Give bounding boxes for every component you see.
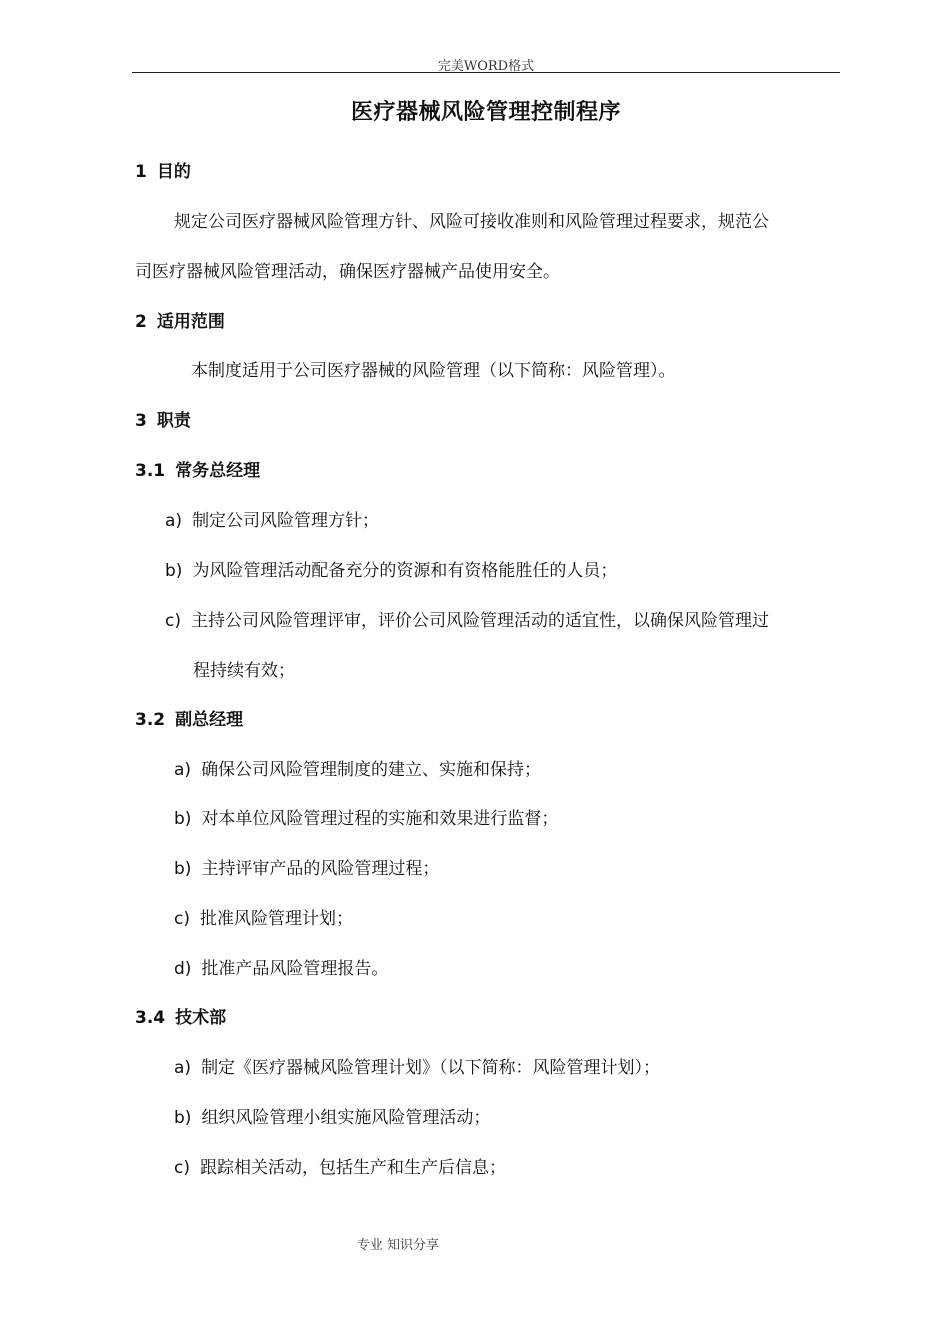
list-item	[174, 1153, 506, 1178]
section-2-heading	[135, 307, 225, 332]
list-item	[174, 904, 353, 929]
section-number: 3.1	[135, 461, 166, 481]
header-rule	[132, 72, 840, 73]
section-3-heading	[135, 406, 191, 431]
list-item-continuation: 程持续有效；	[193, 661, 295, 681]
list-text: 对本单位风险管理过程的实施和效果进行监督；	[201, 809, 559, 829]
list-marker: c)	[165, 611, 181, 631]
list-text: 跟踪相关活动，包括生产和生产后信息；	[199, 1158, 506, 1178]
list-marker: b)	[165, 561, 183, 581]
paragraph: 本制度适用于公司医疗器械的风险管理（以下简称：风险管理）。	[191, 361, 676, 381]
paragraph: 规定公司医疗器械风险管理方针、风险可接收准则和风险管理过程要求，规范公	[174, 212, 769, 232]
list-text: 组织风险管理小组实施风险管理活动；	[201, 1108, 491, 1128]
document-title: 医疗器械风险管理控制程序	[350, 100, 621, 125]
list-item	[174, 755, 541, 780]
list-marker: a)	[165, 511, 183, 531]
list-item	[174, 1103, 490, 1128]
list-marker: a)	[174, 760, 192, 780]
list-item	[174, 1053, 660, 1078]
section-title: 副总经理	[175, 710, 244, 730]
list-marker: b)	[174, 1108, 192, 1128]
list-text: 批准风险管理计划；	[199, 909, 353, 929]
header-text: 完美WORD格式	[437, 59, 535, 74]
list-item	[174, 854, 439, 879]
section-title: 技术部	[175, 1008, 227, 1028]
list-text: 批准产品风险管理报告。	[201, 959, 389, 979]
list-item	[165, 606, 769, 631]
section-title: 职责	[156, 411, 191, 431]
section-number: 1	[135, 162, 147, 182]
subsection-3-4-heading	[135, 1003, 226, 1028]
section-number: 2	[135, 312, 147, 332]
list-item	[174, 954, 388, 979]
list-item	[174, 804, 558, 829]
list-marker: c)	[174, 1158, 190, 1178]
list-item	[165, 556, 617, 581]
list-text: 主持评审产品的风险管理过程；	[201, 859, 440, 879]
list-text: 制定公司风险管理方针；	[192, 511, 380, 531]
section-title: 适用范围	[156, 312, 225, 332]
subsection-3-2-heading	[135, 705, 243, 730]
list-marker: b)	[174, 809, 192, 829]
section-title: 常务总经理	[175, 461, 261, 481]
section-title: 目的	[156, 162, 191, 182]
section-1-heading	[135, 157, 191, 182]
section-number: 3	[135, 411, 147, 431]
list-marker: a)	[174, 1058, 192, 1078]
list-text: 制定《医疗器械风险管理计划》（以下简称：风险管理计划）；	[201, 1058, 661, 1078]
list-text: 为风险管理活动配备充分的资源和有资格能胜任的人员；	[192, 561, 618, 581]
page-footer: 专业 知识分享	[356, 1238, 440, 1253]
list-item	[165, 506, 379, 531]
list-marker: c)	[174, 909, 190, 929]
list-marker: d)	[174, 959, 192, 979]
list-marker: b)	[174, 859, 192, 879]
list-text: 确保公司风险管理制度的建立、实施和保持；	[201, 760, 542, 780]
section-number: 3.2	[135, 710, 166, 730]
paragraph: 司医疗器械风险管理活动，确保医疗器械产品使用安全。	[135, 262, 560, 282]
list-text: 主持公司风险管理评审，评价公司风险管理活动的适宜性，以确保风险管理过	[190, 611, 769, 631]
section-number: 3.4	[135, 1008, 166, 1028]
subsection-3-1-heading	[135, 456, 260, 481]
